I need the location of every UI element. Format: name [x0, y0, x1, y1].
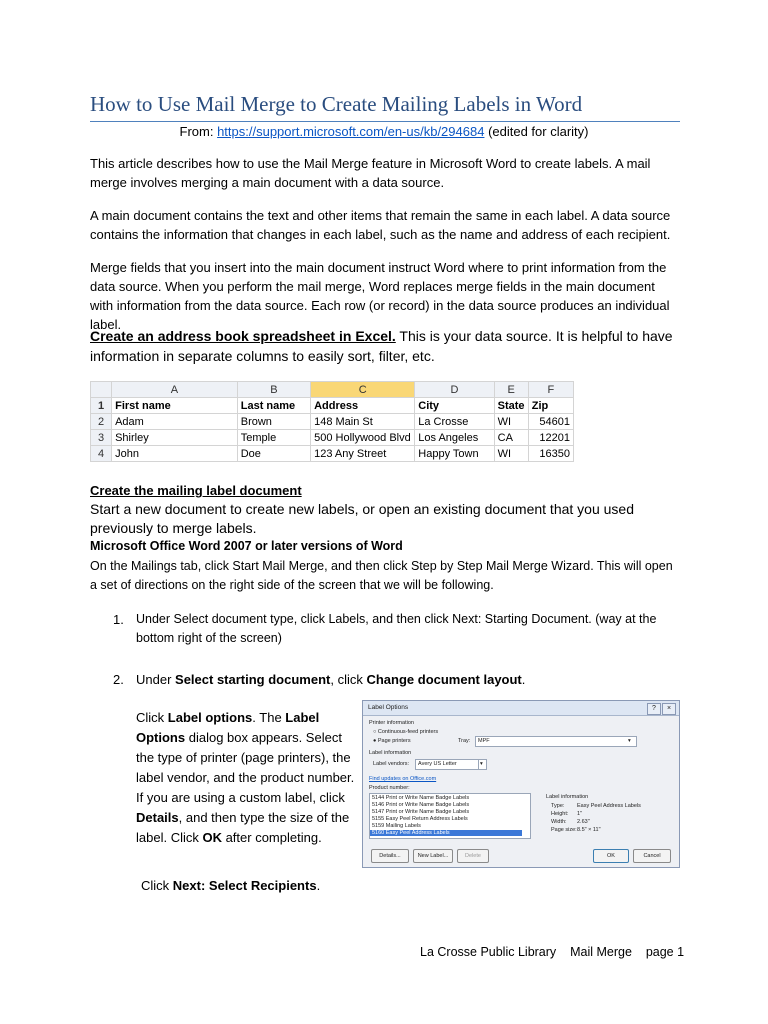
bold-run: Details	[136, 810, 179, 825]
cell: 16350	[528, 446, 573, 462]
find-updates-link[interactable]: Find updates on Office.com	[369, 776, 437, 782]
intro-paragraph-3: Merge fields that you insert into the main document instruct Word where to print information from the data source. When you perform the mail merge, Word replaces merge fields in the main document with information from the data source. Each row (or record) in the data source produces an individual label.	[90, 260, 670, 332]
dialog-titlebar	[363, 701, 679, 716]
source-line	[0, 124, 768, 139]
step-2-number: 2.	[113, 672, 124, 687]
bold-run: Label Options	[136, 710, 320, 745]
type-value: Easy Peel Address Labels	[577, 803, 641, 809]
step-2-bold: Change document layout	[366, 672, 522, 687]
cell: WI	[494, 414, 528, 430]
intro-paragraph-1: This article describes how to use the Mail Merge feature in Microsoft Word to create labels. A mail merge involves merging a main document with a data source.	[90, 156, 651, 190]
cell: City	[415, 398, 494, 414]
label-options-paragraph	[136, 708, 358, 848]
text-run: .	[316, 878, 321, 893]
chevron-down-icon[interactable]: ▾	[478, 759, 487, 770]
source-link[interactable]: https://support.microsoft.com/en-us/kb/294684	[217, 124, 485, 139]
cell: Brown	[237, 414, 310, 430]
text-run: dialog box appears. Select the type of printer (page printers), the label vendor, and the product number. If you are using a custom label, click	[136, 730, 355, 805]
new-label-button[interactable]: New Label...	[413, 849, 453, 863]
width-label: Width:	[551, 819, 567, 825]
cell: 54601	[528, 414, 573, 430]
bold-run: OK	[202, 830, 222, 845]
cancel-button[interactable]: Cancel	[633, 849, 671, 863]
bold-run: Label options	[167, 710, 253, 725]
section-text-document: Start a new document to create new labels, or open an existing document that you used previously to merge labels.	[90, 501, 634, 536]
cell: Last name	[237, 398, 310, 414]
bold-run: Next: Select Recipients	[172, 878, 317, 893]
list-item[interactable]: 5159 Mailing Labels	[372, 823, 421, 829]
step-1-text: Under Select document type, click Labels, and then click Next: Starting Document. (way at the bottom right of the screen)	[136, 612, 657, 645]
cell: Los Angeles	[415, 430, 494, 446]
footer-library: La Crosse Public Library	[420, 945, 557, 959]
section-text-excel: This is your data source. It is helpful to have information in separate columns to easily sort, filter, etc.	[90, 328, 673, 364]
cell: 123 Any Street	[311, 446, 415, 462]
from-note: (edited for clarity)	[488, 124, 589, 139]
label-vendors-select[interactable]	[415, 759, 487, 770]
tray-label: Tray:	[458, 738, 471, 744]
height-label: Height:	[551, 811, 569, 817]
text-run: after completing.	[221, 830, 322, 845]
text-run: Click	[141, 878, 173, 893]
word-version-subheading: Microsoft Office Word 2007 or later versions of Word	[90, 539, 403, 553]
dialog-title: Label Options	[368, 704, 409, 711]
cell: Happy Town	[415, 446, 494, 462]
table-row	[91, 398, 574, 414]
list-item[interactable]: 5155 Easy Peel Return Address Labels	[372, 816, 468, 822]
cell: Shirley	[112, 430, 238, 446]
from-label: From:	[179, 124, 214, 139]
height-value: 1"	[577, 811, 583, 817]
width-value: 2.63"	[577, 819, 590, 825]
row-number: 4	[91, 446, 112, 462]
step-2-text	[136, 670, 676, 689]
product-number-list[interactable]	[369, 793, 531, 839]
page-printers-radio[interactable]: ● Page printers	[373, 738, 411, 744]
tray-select[interactable]	[475, 736, 637, 747]
product-number-label: Product number:	[369, 785, 410, 791]
text-run: , and then type the size of the label. Click	[136, 810, 350, 845]
cell: 148 Main St	[311, 414, 415, 430]
column-letter-selected: C	[311, 382, 415, 398]
close-icon[interactable]: ×	[662, 703, 676, 715]
step-2-part: , click	[330, 672, 367, 687]
spreadsheet-table	[90, 381, 574, 462]
continuous-feed-radio[interactable]: ○ Continuous-feed printers	[373, 729, 439, 735]
corner-cell	[91, 382, 112, 398]
cell: La Crosse	[415, 414, 494, 430]
step-2-part: Under	[136, 672, 176, 687]
column-letter: E	[494, 382, 528, 398]
cell: Address	[311, 398, 415, 414]
radio-label: Page printers	[377, 738, 411, 744]
page-size-value: 8.5" × 11"	[577, 827, 601, 833]
table-row	[91, 414, 574, 430]
section-spreadsheet	[90, 326, 680, 366]
label-information-label: Label information	[546, 794, 589, 800]
footer-doc: Mail Merge	[570, 945, 632, 959]
cell: Doe	[237, 446, 310, 462]
row-number: 3	[91, 430, 112, 446]
step-2-bold: Select starting document	[175, 672, 331, 687]
column-letter: A	[112, 382, 238, 398]
label-vendors-label: Label vendors:	[373, 761, 410, 767]
column-letter: F	[528, 382, 573, 398]
row-number: 1	[91, 398, 112, 414]
list-item-selected[interactable]: 5160 Easy Peel Address Labels	[370, 830, 522, 836]
chevron-down-icon: ▾	[628, 738, 631, 744]
cell: Temple	[237, 430, 310, 446]
cell: John	[112, 446, 238, 462]
step-2-part: .	[521, 672, 526, 687]
text-run: Click	[136, 710, 168, 725]
list-item[interactable]: 5144 Print or Write Name Badge Labels	[372, 795, 470, 801]
cell: First name	[112, 398, 238, 414]
section-heading-excel: Create an address book spreadsheet in Excel.	[90, 328, 396, 344]
page-title: How to Use Mail Merge to Create Mailing Labels in Word	[90, 92, 583, 116]
table-row	[91, 446, 574, 462]
type-label: Type:	[551, 803, 565, 809]
row-number: 2	[91, 414, 112, 430]
label-options-dialog	[362, 700, 680, 868]
cell: CA	[494, 430, 528, 446]
list-item[interactable]: 5147 Print or Write Name Badge Labels	[372, 809, 470, 815]
step-1-number: 1.	[113, 612, 124, 627]
delete-button[interactable]: Delete	[457, 849, 489, 863]
page-size-label: Page size:	[551, 827, 577, 833]
column-header-row	[91, 382, 574, 398]
cell: WI	[494, 446, 528, 462]
page-footer	[420, 945, 684, 959]
ok-button[interactable]: OK	[593, 849, 629, 863]
label-info-label: Label information	[369, 750, 412, 756]
cell: State	[494, 398, 528, 414]
wizard-instructions: On the Mailings tab, click Start Mail Merge, and then click Step by Step Mail Merge Wizard. This will open a set of directions on the right side of the screen that we will be following.	[90, 559, 673, 592]
tray-value: MPF	[478, 738, 490, 744]
title-rule	[90, 121, 680, 122]
cell: Zip	[528, 398, 573, 414]
column-letter: B	[237, 382, 310, 398]
printer-info-label: Printer information	[369, 720, 414, 726]
cell: 500 Hollywood Blvd	[311, 430, 415, 446]
help-icon[interactable]: ?	[647, 703, 661, 715]
footer-page: page 1	[645, 945, 685, 959]
column-letter: D	[415, 382, 494, 398]
radio-label: Continuous-feed printers	[377, 729, 439, 735]
section-heading-document: Create the mailing label document	[90, 483, 302, 498]
details-button[interactable]: Details...	[371, 849, 409, 863]
text-run: . The	[252, 710, 286, 725]
intro-paragraph-2: A main document contains the text and other items that remain the same in each label. A data source contains the information that changes in each label, such as the name and address of each recipient.	[90, 208, 671, 242]
table-row	[91, 430, 574, 446]
vendors-value: Avery US Letter	[418, 761, 457, 767]
next-recipients-paragraph	[141, 878, 320, 893]
cell: 12201	[528, 430, 573, 446]
cell: Adam	[112, 414, 238, 430]
list-item[interactable]: 5146 Print or Write Name Badge Labels	[372, 802, 470, 808]
